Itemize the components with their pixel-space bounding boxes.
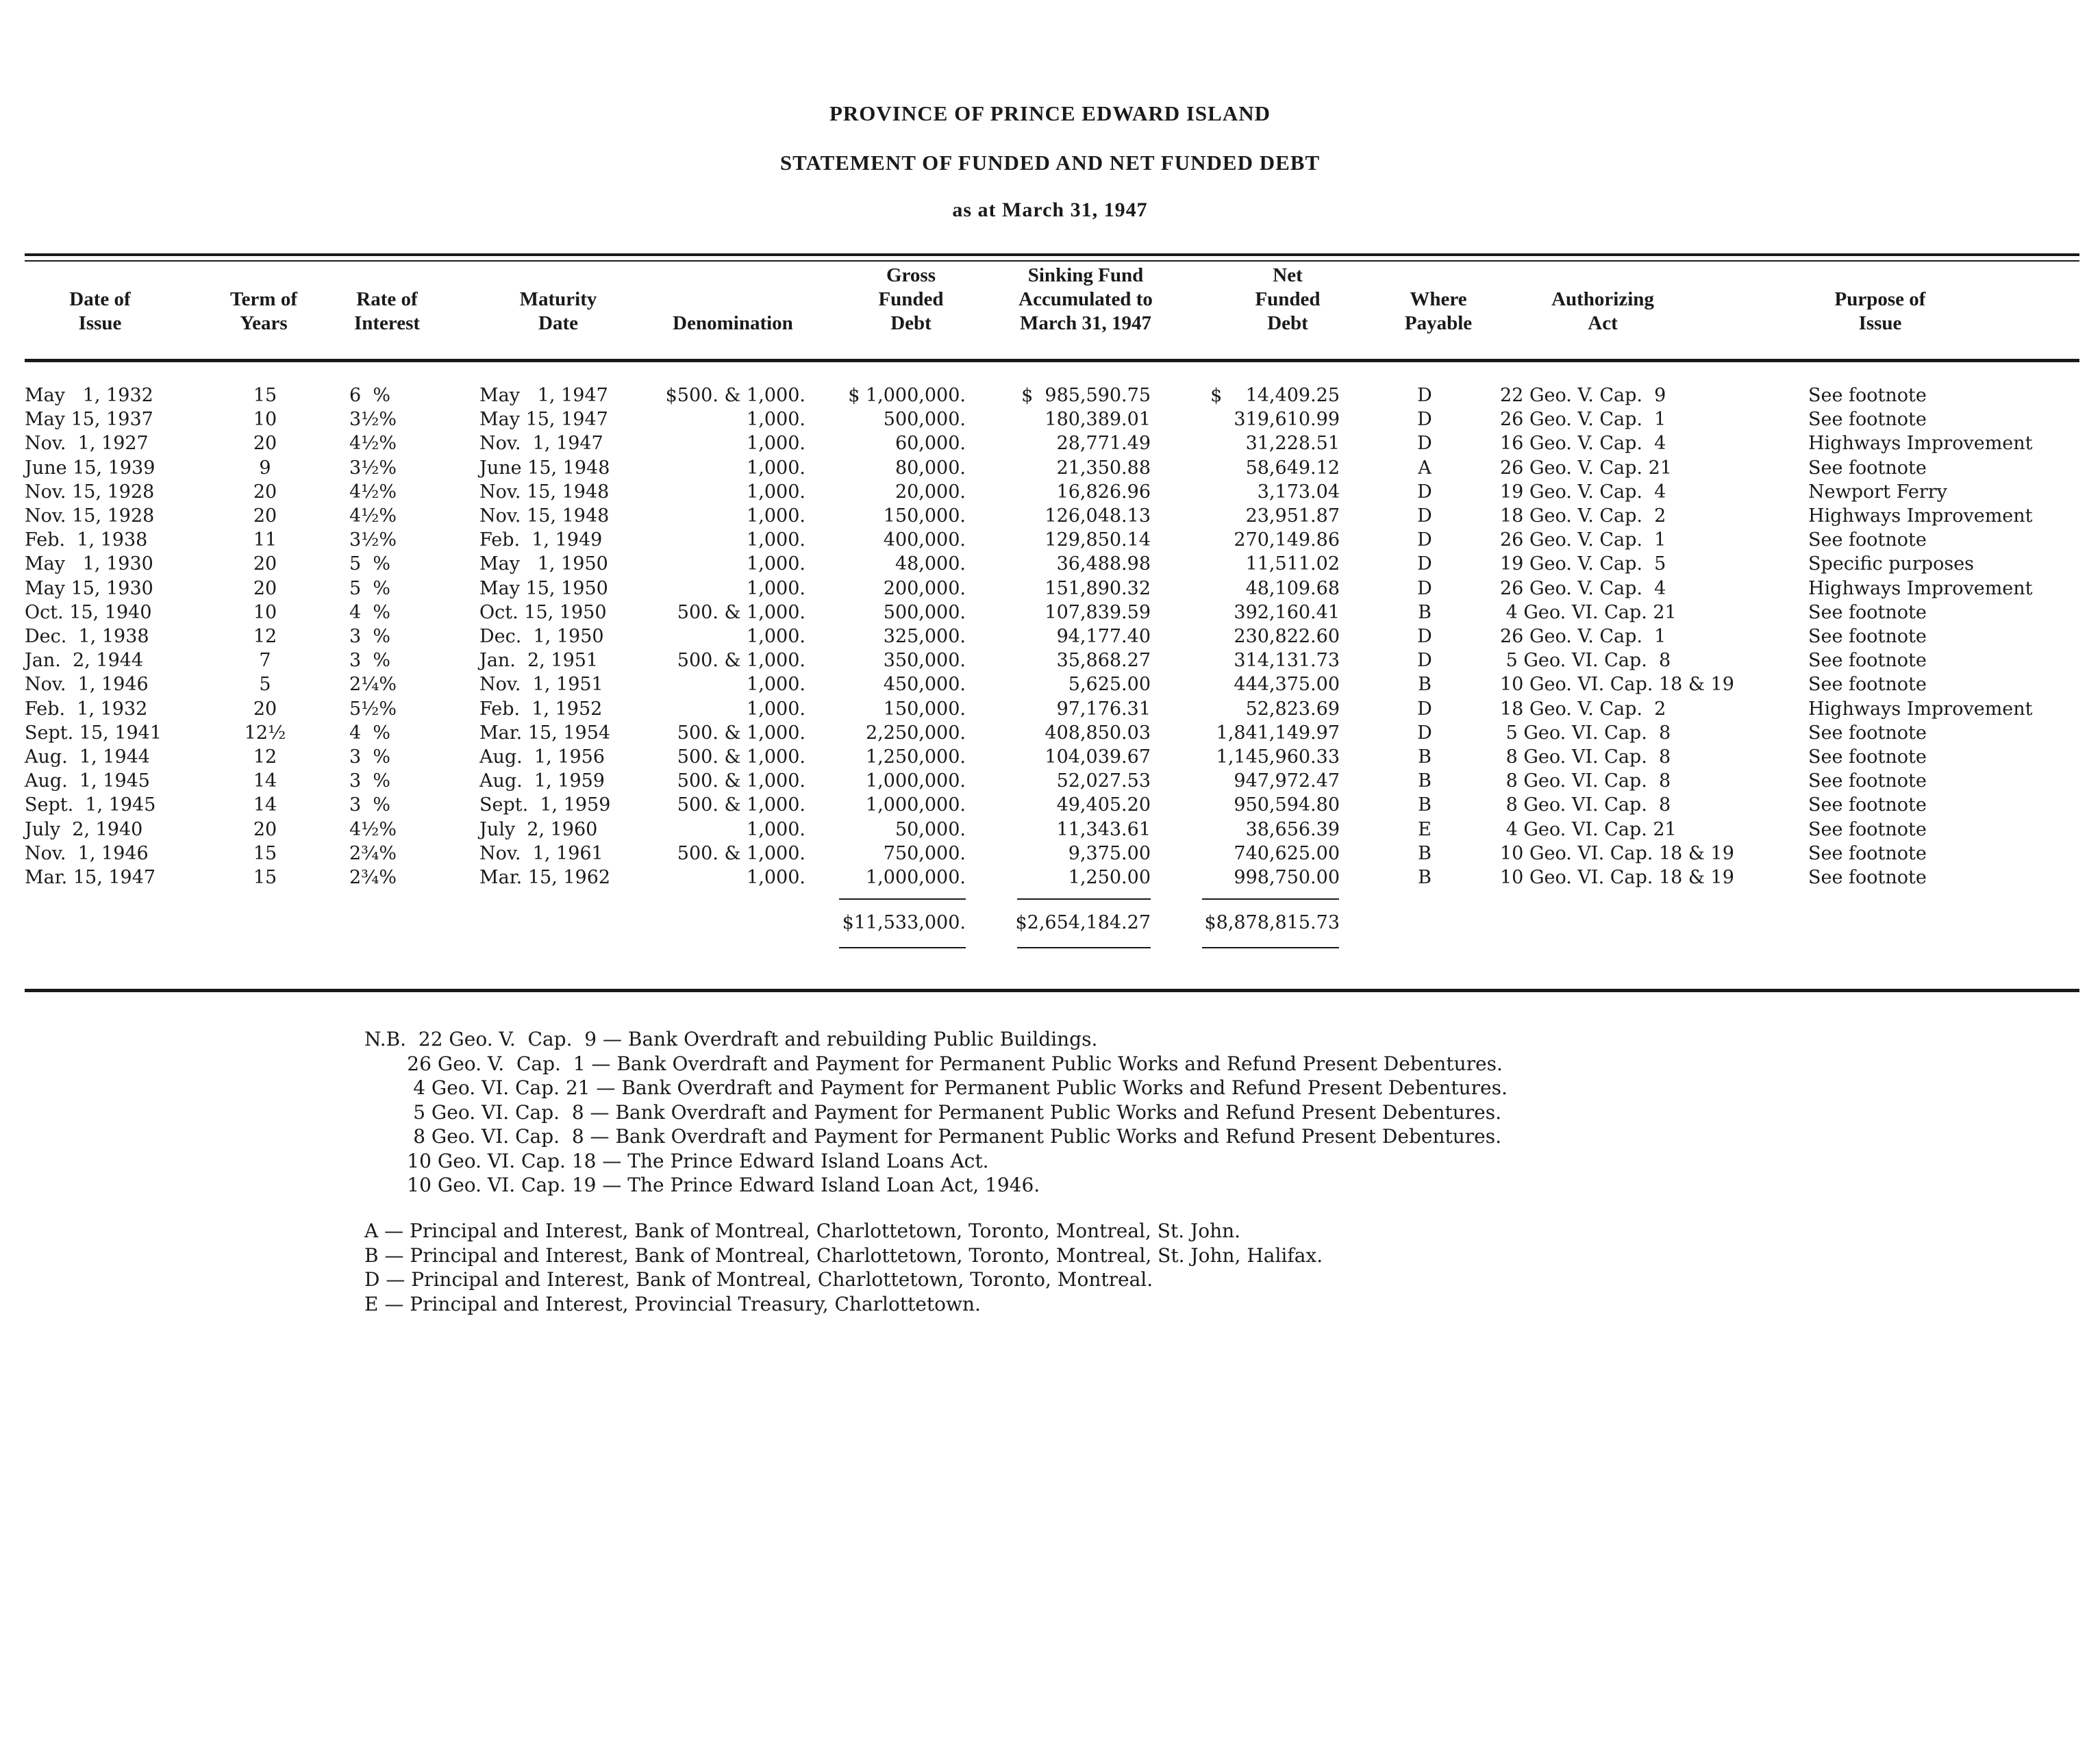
sinking-fund-cell: 11,343.61 [1056,818,1151,840]
gross-debt-cell: 1,250,000. [866,746,966,768]
table-row [0,818,2100,842]
gross-debt-cell: 750,000. [883,842,966,864]
net-debt-cell: 998,750.00 [1234,867,1340,888]
purpose-cell: See footnote [1808,770,1927,792]
gross-debt-cell: 150,000. [883,505,966,527]
denomination-cell: 1,000. [747,529,805,551]
gross-debt-cell: 350,000. [883,650,966,672]
sinking-fund-cell: 151,890.32 [1045,577,1151,599]
authorizing-act-cell: 16 Geo. V. Cap. 4 [1500,433,1666,455]
sinking-fund-cell: 97,176.31 [1056,698,1151,720]
table-row [0,431,2100,455]
date-of-issue-cell: May 1, 1932 [25,385,153,406]
maturity-cell: Feb. 1, 1949 [479,529,603,551]
term-cell: 12 [253,746,277,768]
denomination-cell: 500. & 1,000. [677,770,805,792]
footnote-act-line: 5 Geo. VI. Cap. 8 — Bank Overdraft and Payment for Permanent Public Works and Refund Present Debentures. [364,1100,1501,1124]
maturity-cell: Nov. 15, 1948 [479,505,610,527]
rate-cell: 3 % [349,770,390,792]
term-cell: 20 [253,481,277,503]
total-sinking: $2,654,184.27 [1015,912,1151,933]
denomination-cell: 1,000. [747,626,805,647]
rate-cell: 5 % [349,577,390,599]
rate-cell: 3 % [349,650,390,672]
denomination-cell: $500. & 1,000. [665,385,805,406]
gross-debt-cell: $ 1,000,000. [848,385,966,406]
authorizing-act-cell: 22 Geo. V. Cap. 9 [1500,385,1666,406]
maturity-cell: Jan. 2, 1951 [479,650,599,672]
rate-cell: 3½% [349,457,397,479]
authorizing-act-cell: 4 Geo. VI. Cap. 21 [1500,601,1677,623]
table-row [0,528,2100,552]
date-of-issue-cell: Nov. 1, 1946 [25,674,149,696]
header-term: Term of Years [230,288,297,334]
where-payable-cell: B [1418,674,1432,696]
maturity-cell: Nov. 1, 1951 [479,674,603,696]
total-line-net [1202,898,1339,900]
term-cell: 20 [253,505,277,527]
footnote-act-line: 8 Geo. VI. Cap. 8 — Bank Overdraft and Payment for Permanent Public Works and Refund Present Debentures. [364,1125,1501,1148]
where-payable-cell: B [1418,770,1432,792]
table-row [0,601,2100,624]
term-cell: 14 [253,770,277,792]
rate-cell: 4½% [349,433,397,455]
table-row [0,456,2100,480]
denomination-cell: 1,000. [747,674,805,696]
rate-cell: 2¼% [349,674,397,696]
date-of-issue-cell: Oct. 15, 1940 [25,601,152,623]
date-of-issue-cell: Sept. 1, 1945 [25,794,156,816]
purpose-cell: See footnote [1808,650,1927,672]
footnote-payable-line: D — Principal and Interest, Bank of Montreal, Charlottetown, Toronto, Montreal. [364,1268,1153,1291]
authorizing-act-cell: 19 Geo. V. Cap. 5 [1500,553,1666,575]
authorizing-act-cell: 8 Geo. VI. Cap. 8 [1500,746,1671,768]
term-cell: 15 [253,867,277,888]
total-line-gross [839,898,966,900]
authorizing-act-cell: 10 Geo. VI. Cap. 18 & 19 [1500,842,1734,864]
term-cell: 12½ [244,722,286,744]
where-payable-cell: D [1417,577,1432,599]
rate-cell: 2¾% [349,842,397,864]
purpose-cell: See footnote [1808,626,1927,647]
sinking-fund-cell: 180,389.01 [1045,409,1151,431]
footnote-payable-line: A — Principal and Interest, Bank of Montreal, Charlottetown, Toronto, Montreal, St. John. [364,1220,1241,1242]
rate-cell: 4½% [349,818,397,840]
term-cell: 15 [253,842,277,864]
denomination-cell: 1,000. [747,481,805,503]
rate-cell: 4 % [349,601,390,623]
table-row [0,577,2100,601]
gross-debt-cell: 2,250,000. [866,722,966,744]
purpose-cell: Highways Improvement [1808,698,2033,720]
sinking-fund-cell: 107,839.59 [1045,601,1151,623]
table-row [0,552,2100,576]
where-payable-cell: B [1418,867,1432,888]
net-debt-cell: 270,149.86 [1234,529,1340,551]
net-debt-cell: 11,511.02 [1245,553,1340,575]
authorizing-act-cell: 5 Geo. VI. Cap. 8 [1500,650,1671,672]
date-of-issue-cell: Aug. 1, 1944 [25,746,150,768]
document-date: as at March 31, 1947 [952,199,1148,221]
where-payable-cell: D [1417,698,1432,720]
date-of-issue-cell: Mar. 15, 1947 [25,867,156,888]
total-line-sinking [1017,898,1151,900]
term-cell: 5 [259,674,271,696]
maturity-cell: Oct. 15, 1950 [479,601,607,623]
double-line-gross [839,947,966,948]
term-cell: 9 [259,457,271,479]
where-payable-cell: D [1417,481,1432,503]
rate-cell: 6 % [349,385,390,406]
date-of-issue-cell: Aug. 1, 1945 [25,770,150,792]
net-debt-cell: 1,841,149.97 [1216,722,1340,744]
table-row [0,697,2100,721]
term-cell: 20 [253,698,277,720]
date-of-issue-cell: May 15, 1937 [25,409,153,431]
gross-debt-cell: 150,000. [883,698,966,720]
purpose-cell: See footnote [1808,674,1927,696]
where-payable-cell: D [1417,433,1432,455]
authorizing-act-cell: 10 Geo. VI. Cap. 18 & 19 [1500,674,1734,696]
term-cell: 20 [253,818,277,840]
top-rule-thin [25,260,2079,262]
maturity-cell: Aug. 1, 1959 [479,770,605,792]
date-of-issue-cell: Dec. 1, 1938 [25,626,149,647]
sinking-fund-cell: 5,625.00 [1068,674,1151,696]
authorizing-act-cell: 19 Geo. V. Cap. 4 [1500,481,1666,503]
net-debt-cell: 444,375.00 [1234,674,1340,696]
table-row [0,407,2100,431]
term-cell: 12 [253,626,277,647]
sinking-fund-cell: 408,850.03 [1045,722,1151,744]
rate-cell: 3½% [349,529,397,551]
purpose-cell: See footnote [1808,722,1927,744]
sinking-fund-cell: 21,350.88 [1056,457,1151,479]
maturity-cell: May 15, 1950 [479,577,608,599]
rate-cell: 3½% [349,409,397,431]
header-rule [25,359,2079,362]
net-debt-cell: $ 14,409.25 [1210,385,1340,406]
authorizing-act-cell: 8 Geo. VI. Cap. 8 [1500,770,1671,792]
gross-debt-cell: 20,000. [895,481,966,503]
table-row [0,842,2100,866]
sinking-fund-cell: $ 985,590.75 [1021,385,1151,406]
maturity-cell: July 2, 1960 [479,818,598,840]
total-net: $8,878,815.73 [1204,912,1340,933]
authorizing-act-cell: 26 Geo. V. Cap. 1 [1500,626,1666,647]
denomination-cell: 500. & 1,000. [677,794,805,816]
rate-cell: 3 % [349,626,390,647]
maturity-cell: Aug. 1, 1956 [479,746,605,768]
gross-debt-cell: 325,000. [883,626,966,647]
date-of-issue-cell: Feb. 1, 1938 [25,529,148,551]
sinking-fund-cell: 35,868.27 [1056,650,1151,672]
footnote-act-line: 26 Geo. V. Cap. 1 — Bank Overdraft and Payment for Permanent Public Works and Refund Present Debentures. [364,1052,1503,1075]
footnote-act-line: N.B. 22 Geo. V. Cap. 9 — Bank Overdraft and rebuilding Public Buildings. [364,1028,1098,1050]
document-subtitle: STATEMENT OF FUNDED AND NET FUNDED DEBT [779,151,1321,175]
sinking-fund-cell: 1,250.00 [1068,867,1151,888]
gross-debt-cell: 1,000,000. [866,794,966,816]
net-debt-cell: 38,656.39 [1245,818,1340,840]
header-sinking: Sinking Fund Accumulated to March 31, 1947 [1018,264,1153,334]
where-payable-cell: E [1418,818,1432,840]
header-rate: Rate of Interest [353,288,421,334]
net-debt-cell: 740,625.00 [1234,842,1340,864]
purpose-cell: Highways Improvement [1808,433,2033,455]
table-row [0,672,2100,696]
term-cell: 7 [259,650,271,672]
term-cell: 20 [253,553,277,575]
date-of-issue-cell: Jan. 2, 1944 [25,650,144,672]
table-row [0,866,2100,889]
net-debt-cell: 48,109.68 [1245,577,1340,599]
maturity-cell: June 15, 1948 [479,457,610,479]
footnote-act-line: 4 Geo. VI. Cap. 21 — Bank Overdraft and Payment for Permanent Public Works and Refund Present Debentures. [364,1076,1508,1099]
net-debt-cell: 314,131.73 [1234,650,1340,672]
header-denomination: Denomination [673,312,793,334]
where-payable-cell: B [1418,794,1432,816]
where-payable-cell: D [1417,385,1432,406]
gross-debt-cell: 200,000. [883,577,966,599]
table-row [0,648,2100,672]
date-of-issue-cell: Feb. 1, 1932 [25,698,148,720]
gross-debt-cell: 1,000,000. [866,867,966,888]
sinking-fund-cell: 28,771.49 [1056,433,1151,455]
denomination-cell: 1,000. [747,457,805,479]
purpose-cell: See footnote [1808,842,1927,864]
gross-debt-cell: 48,000. [895,553,966,575]
where-payable-cell: B [1418,601,1432,623]
gross-debt-cell: 450,000. [883,674,966,696]
where-payable-cell: D [1417,626,1432,647]
purpose-cell: See footnote [1808,529,1927,551]
table-row [0,721,2100,745]
rate-cell: 3 % [349,746,390,768]
gross-debt-cell: 400,000. [883,529,966,551]
denomination-cell: 1,000. [747,867,805,888]
denomination-cell: 500. & 1,000. [677,722,805,744]
denomination-cell: 500. & 1,000. [677,601,805,623]
rate-cell: 5 % [349,553,390,575]
net-debt-cell: 947,972.47 [1234,770,1340,792]
sinking-fund-cell: 52,027.53 [1056,770,1151,792]
sinking-fund-cell: 126,048.13 [1045,505,1151,527]
where-payable-cell: B [1418,746,1432,768]
authorizing-act-cell: 26 Geo. V. Cap. 4 [1500,577,1666,599]
where-payable-cell: B [1418,842,1432,864]
purpose-cell: See footnote [1808,746,1927,768]
table-row [0,793,2100,817]
gross-debt-cell: 80,000. [895,457,966,479]
authorizing-act-cell: 18 Geo. V. Cap. 2 [1500,698,1666,720]
denomination-cell: 500. & 1,000. [677,650,805,672]
maturity-cell: May 1, 1947 [479,385,608,406]
rate-cell: 3 % [349,794,390,816]
net-debt-cell: 58,649.12 [1245,457,1340,479]
denomination-cell: 1,000. [747,818,805,840]
purpose-cell: Highways Improvement [1808,505,2033,527]
rate-cell: 4 % [349,722,390,744]
date-of-issue-cell: June 15, 1939 [25,457,155,479]
table-row [0,383,2100,407]
header-net: Net Funded Debt [1255,264,1321,334]
document-title: PROVINCE OF PRINCE EDWARD ISLAND [829,101,1271,125]
net-debt-cell: 3,173.04 [1257,481,1340,503]
date-of-issue-cell: Nov. 1, 1927 [25,433,149,455]
purpose-cell: Specific purposes [1808,553,1975,575]
authorizing-act-cell: 26 Geo. V. Cap. 1 [1500,529,1666,551]
authorizing-act-cell: 18 Geo. V. Cap. 2 [1500,505,1666,527]
bottom-rule [25,989,2079,992]
date-of-issue-cell: May 15, 1930 [25,577,153,599]
maturity-cell: Feb. 1, 1952 [479,698,603,720]
rate-cell: 5½% [349,698,397,720]
table-row [0,624,2100,648]
authorizing-act-cell: 8 Geo. VI. Cap. 8 [1500,794,1671,816]
denomination-cell: 1,000. [747,505,805,527]
double-line-net [1202,947,1339,948]
maturity-cell: Nov. 1, 1947 [479,433,603,455]
where-payable-cell: D [1417,505,1432,527]
sinking-fund-cell: 36,488.98 [1056,553,1151,575]
gross-debt-cell: 1,000,000. [866,770,966,792]
where-payable-cell: A [1418,457,1432,479]
header-maturity: Maturity Date [519,288,597,334]
term-cell: 11 [253,529,277,551]
where-payable-cell: D [1417,722,1432,744]
table-row [0,504,2100,528]
date-of-issue-cell: July 2, 1940 [25,818,143,840]
net-debt-cell: 1,145,960.33 [1216,746,1340,768]
denomination-cell: 1,000. [747,553,805,575]
header-where: Where Payable [1404,288,1473,334]
maturity-cell: Sept. 1, 1959 [479,794,611,816]
term-cell: 14 [253,794,277,816]
net-debt-cell: 52,823.69 [1245,698,1340,720]
gross-debt-cell: 60,000. [895,433,966,455]
where-payable-cell: D [1417,650,1432,672]
purpose-cell: See footnote [1808,794,1927,816]
gross-debt-cell: 500,000. [883,601,966,623]
purpose-cell: See footnote [1808,385,1927,406]
where-payable-cell: D [1417,553,1432,575]
footnote-act-line: 10 Geo. VI. Cap. 19 — The Prince Edward Island Loan Act, 1946. [364,1174,1040,1196]
maturity-cell: May 15, 1947 [479,409,608,431]
sinking-fund-cell: 9,375.00 [1068,842,1151,864]
footnote-act-line: 10 Geo. VI. Cap. 18 — The Prince Edward Island Loans Act. [364,1149,989,1172]
maturity-cell: Mar. 15, 1954 [479,722,611,744]
sinking-fund-cell: 129,850.14 [1045,529,1151,551]
authorizing-act-cell: 10 Geo. VI. Cap. 18 & 19 [1500,867,1734,888]
purpose-cell: Highways Improvement [1808,577,2033,599]
purpose-cell: See footnote [1808,867,1927,888]
authorizing-act-cell: 26 Geo. V. Cap. 21 [1500,457,1672,479]
net-debt-cell: 230,822.60 [1234,626,1340,647]
net-debt-cell: 23,951.87 [1245,505,1340,527]
purpose-cell: See footnote [1808,457,1927,479]
denomination-cell: 1,000. [747,577,805,599]
rate-cell: 2¾% [349,867,397,888]
sinking-fund-cell: 16,826.96 [1056,481,1151,503]
header-date-of-issue: Date of Issue [69,288,131,334]
date-of-issue-cell: Nov. 15, 1928 [25,505,155,527]
denomination-cell: 500. & 1,000. [677,746,805,768]
header-gross: Gross Funded Debt [878,264,944,334]
total-gross: $11,533,000. [842,912,966,933]
date-of-issue-cell: Sept. 15, 1941 [25,722,162,744]
purpose-cell: See footnote [1808,818,1927,840]
gross-debt-cell: 50,000. [895,818,966,840]
double-line-sinking [1017,947,1151,948]
term-cell: 15 [253,385,277,406]
purpose-cell: See footnote [1808,601,1927,623]
denomination-cell: 1,000. [747,698,805,720]
table-row [0,745,2100,769]
date-of-issue-cell: Nov. 1, 1946 [25,842,149,864]
denomination-cell: 1,000. [747,433,805,455]
net-debt-cell: 950,594.80 [1234,794,1340,816]
denomination-cell: 500. & 1,000. [677,842,805,864]
sinking-fund-cell: 94,177.40 [1056,626,1151,647]
where-payable-cell: D [1417,529,1432,551]
maturity-cell: Dec. 1, 1950 [479,626,604,647]
rate-cell: 4½% [349,505,397,527]
term-cell: 10 [253,409,277,431]
term-cell: 10 [253,601,277,623]
authorizing-act-cell: 5 Geo. VI. Cap. 8 [1500,722,1671,744]
header-act: Authorizing Act [1551,288,1654,334]
maturity-cell: May 1, 1950 [479,553,608,575]
net-debt-cell: 31,228.51 [1245,433,1340,455]
footnote-payable-line: B — Principal and Interest, Bank of Montreal, Charlottetown, Toronto, Montreal, St. John, Halifax. [364,1243,1323,1267]
purpose-cell: Newport Ferry [1808,481,1947,503]
purpose-cell: See footnote [1808,409,1927,431]
sinking-fund-cell: 49,405.20 [1056,794,1151,816]
where-payable-cell: D [1417,409,1432,431]
table-row [0,480,2100,504]
header-purpose: Purpose of Issue [1834,288,1926,334]
date-of-issue-cell: May 1, 1930 [25,553,153,575]
rate-cell: 4½% [349,481,397,503]
authorizing-act-cell: 26 Geo. V. Cap. 1 [1500,409,1666,431]
maturity-cell: Nov. 15, 1948 [479,481,610,503]
term-cell: 20 [253,433,277,455]
net-debt-cell: 392,160.41 [1234,601,1340,623]
top-rule [25,253,2079,256]
authorizing-act-cell: 4 Geo. VI. Cap. 21 [1500,818,1677,840]
denomination-cell: 1,000. [747,409,805,431]
maturity-cell: Mar. 15, 1962 [479,867,611,888]
table-row [0,769,2100,793]
date-of-issue-cell: Nov. 15, 1928 [25,481,155,503]
footnote-payable-line: E — Principal and Interest, Provincial Treasury, Charlottetown. [364,1292,981,1315]
gross-debt-cell: 500,000. [883,409,966,431]
term-cell: 20 [253,577,277,599]
net-debt-cell: 319,610.99 [1234,409,1340,431]
maturity-cell: Nov. 1, 1961 [479,842,603,864]
sinking-fund-cell: 104,039.67 [1045,746,1151,768]
